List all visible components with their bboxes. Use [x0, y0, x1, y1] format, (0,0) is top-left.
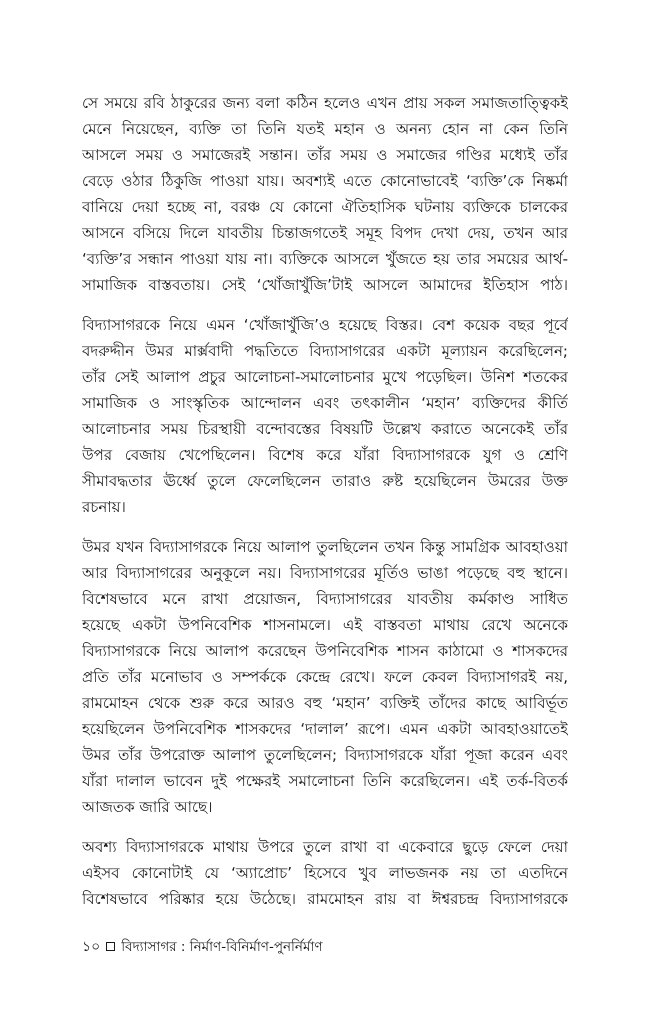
text-line: হয়েছিলেন উপনিবেশিক শাসকদের ‘দালাল’ রূপে। এমন একটা আবহাওয়াতেই: [82, 720, 568, 738]
running-title: বিদ্যাসাগর : নির্মাণ-বিনির্মাণ-পুনর্নির্মাণ: [121, 939, 323, 955]
text-line: যাঁরা দালাল ভাবেন দুই পক্ষেরই সমালোচনা তিনি করেছিলেন। এই তর্ক-বিতর্ক: [82, 772, 568, 790]
text-line: এইসব কোনোটাই যে ‘অ্যাপ্রোচ’ হিসেবে খুব লাভজনক নয় তা এতদিনে: [82, 864, 568, 882]
text-line: সামাজিক ও সাংস্কৃতিক আন্দোলন এবং তৎকালীন ‘মহান’ ব্যক্তিদের কীর্তি: [82, 394, 568, 412]
text-line: বিদ্যাসাগরকে নিয়ে আলাপ করেছেন উপনিবেশিক শাসন কাঠামো ও শাসকদের: [82, 642, 568, 660]
running-footer: [82, 936, 323, 958]
text-line: সীমাবদ্ধতার ঊর্ধ্বে তুলে ফেলেছিলেন তারাও রুষ্ট হয়েছিলেন উমরের উক্ত: [82, 472, 568, 490]
paragraph-1: [82, 90, 568, 298]
text-line: রচনায়।: [82, 498, 126, 516]
text-line: প্রতি তাঁর মনোভাব ও সম্পর্ককে কেন্দ্রে রেখে। ফলে কেবল বিদ্যাসাগরই নয়,: [82, 668, 568, 686]
page-number: ১০: [82, 939, 101, 955]
text-line: তাঁর সেই আলাপ প্রচুর আলোচনা-সমালোচনার মুখে পড়েছিল। উনিশ শতকের: [82, 368, 568, 386]
paragraph-2: [82, 312, 568, 520]
text-line: উমর তাঁর উপরোক্ত আলাপ তুলেছিলেন; বিদ্যাসাগরকে যাঁরা পূজা করেন এবং: [82, 746, 568, 764]
text-line: অবশ্য বিদ্যাসাগরকে মাথায় উপরে তুলে রাখা বা একেবারে ছুড়ে ফেলে দেয়া: [82, 838, 568, 856]
text-line: রামমোহন থেকে শুরু করে আরও বহু ‘মহান’ ব্যক্তিই তাঁদের কাছে আবির্ভূত: [82, 694, 568, 712]
text-line: হয়েছে একটা উপনিবেশিক শাসনামলে। এই বাস্তবতা মাথায় রেখে অনেকে: [82, 616, 568, 634]
text-line: বিশেষভাবে মনে রাখা প্রয়োজন, বিদ্যাসাগরের যাবতীয় কর্মকাণ্ড সাধিত: [82, 590, 568, 608]
paragraph-4: [82, 834, 568, 912]
text-line: বানিয়ে দেয়া হচ্ছে না, বরঞ্চ যে কোনো ঐতিহাসিক ঘটনায় ব্যক্তিকে চালকের: [82, 198, 568, 216]
text-line: সামাজিক বাস্তবতায়। সেই ‘খোঁজাখুঁজি’টাই আসলে আমাদের ইতিহাস পাঠ।: [82, 276, 568, 294]
text-line: আর বিদ্যাসাগরের অনুকূলে নয়। বিদ্যাসাগরের মূর্তিও ভাঙা পড়েছে বহু স্থানে।: [82, 564, 568, 582]
text-line: ‘ব্যক্তি’র সন্ধান পাওয়া যায় না। ব্যক্তিকে আসলে খুঁজতে হয় তার সময়ের আর্থ-: [82, 250, 568, 268]
text-line: সে সময়ে রবি ঠাকুরের জন্য বলা কঠিন হলেও এখন প্রায় সকল সমাজতাত্ত্বিকই: [82, 94, 568, 112]
text-line: আলোচনার সময় চিরস্থায়ী বন্দোবস্তের বিষয়টি উল্লেখ করাতে অনেকেই তাঁর: [82, 420, 568, 438]
text-line: বদরুদ্দীন উমর মার্ক্সবাদী পদ্ধতিতে বিদ্যাসাগরের একটা মূল্যায়ন করেছিলেন;: [82, 342, 568, 360]
text-line: উমর যখন বিদ্যাসাগরকে নিয়ে আলাপ তুলছিলেন তখন কিন্তু সামগ্রিক আবহাওয়া: [82, 538, 568, 556]
text-line: উপর বেজায় খেপেছিলেন। বিশেষ করে যাঁরা বিদ্যাসাগরকে যুগ ও শ্রেণি: [82, 446, 568, 464]
text-line: বিদ্যাসাগরকে নিয়ে এমন ‘খোঁজাখুঁজি’ও হয়েছে বিস্তর। বেশ কয়েক বছর পূর্বে: [82, 316, 568, 334]
paragraph-3: [82, 534, 568, 820]
text-line: বেড়ে ওঠার ঠিকুজি পাওয়া যায়। অবশ্যই এতে কোনোভাবেই ‘ব্যক্তি’কে নিষ্কর্মা: [82, 172, 568, 190]
text-line: আসলে সময় ও সমাজেরই সন্তান। তাঁর সময় ও সমাজের গণ্ডির মধ্যেই তাঁর: [82, 146, 568, 164]
hollow-square-icon: [106, 942, 115, 951]
body-text: [82, 90, 568, 926]
text-line: বিশেষভাবে পরিষ্কার হয়ে উঠেছে। রামমোহন রায় বা ঈশ্বরচন্দ্র বিদ্যাসাগরকে: [82, 890, 568, 908]
text-line: আজতক জারি আছে।: [82, 798, 213, 816]
text-line: আসনে বসিয়ে দিলে যাবতীয় চিন্তাজগতেই সমূহ বিপদ দেখা দেয়, তখন আর: [82, 224, 568, 242]
text-line: মেনে নিয়েছেন, ব্যক্তি তা তিনি যতই মহান ও অনন্য হোন না কেন তিনি: [82, 120, 568, 138]
